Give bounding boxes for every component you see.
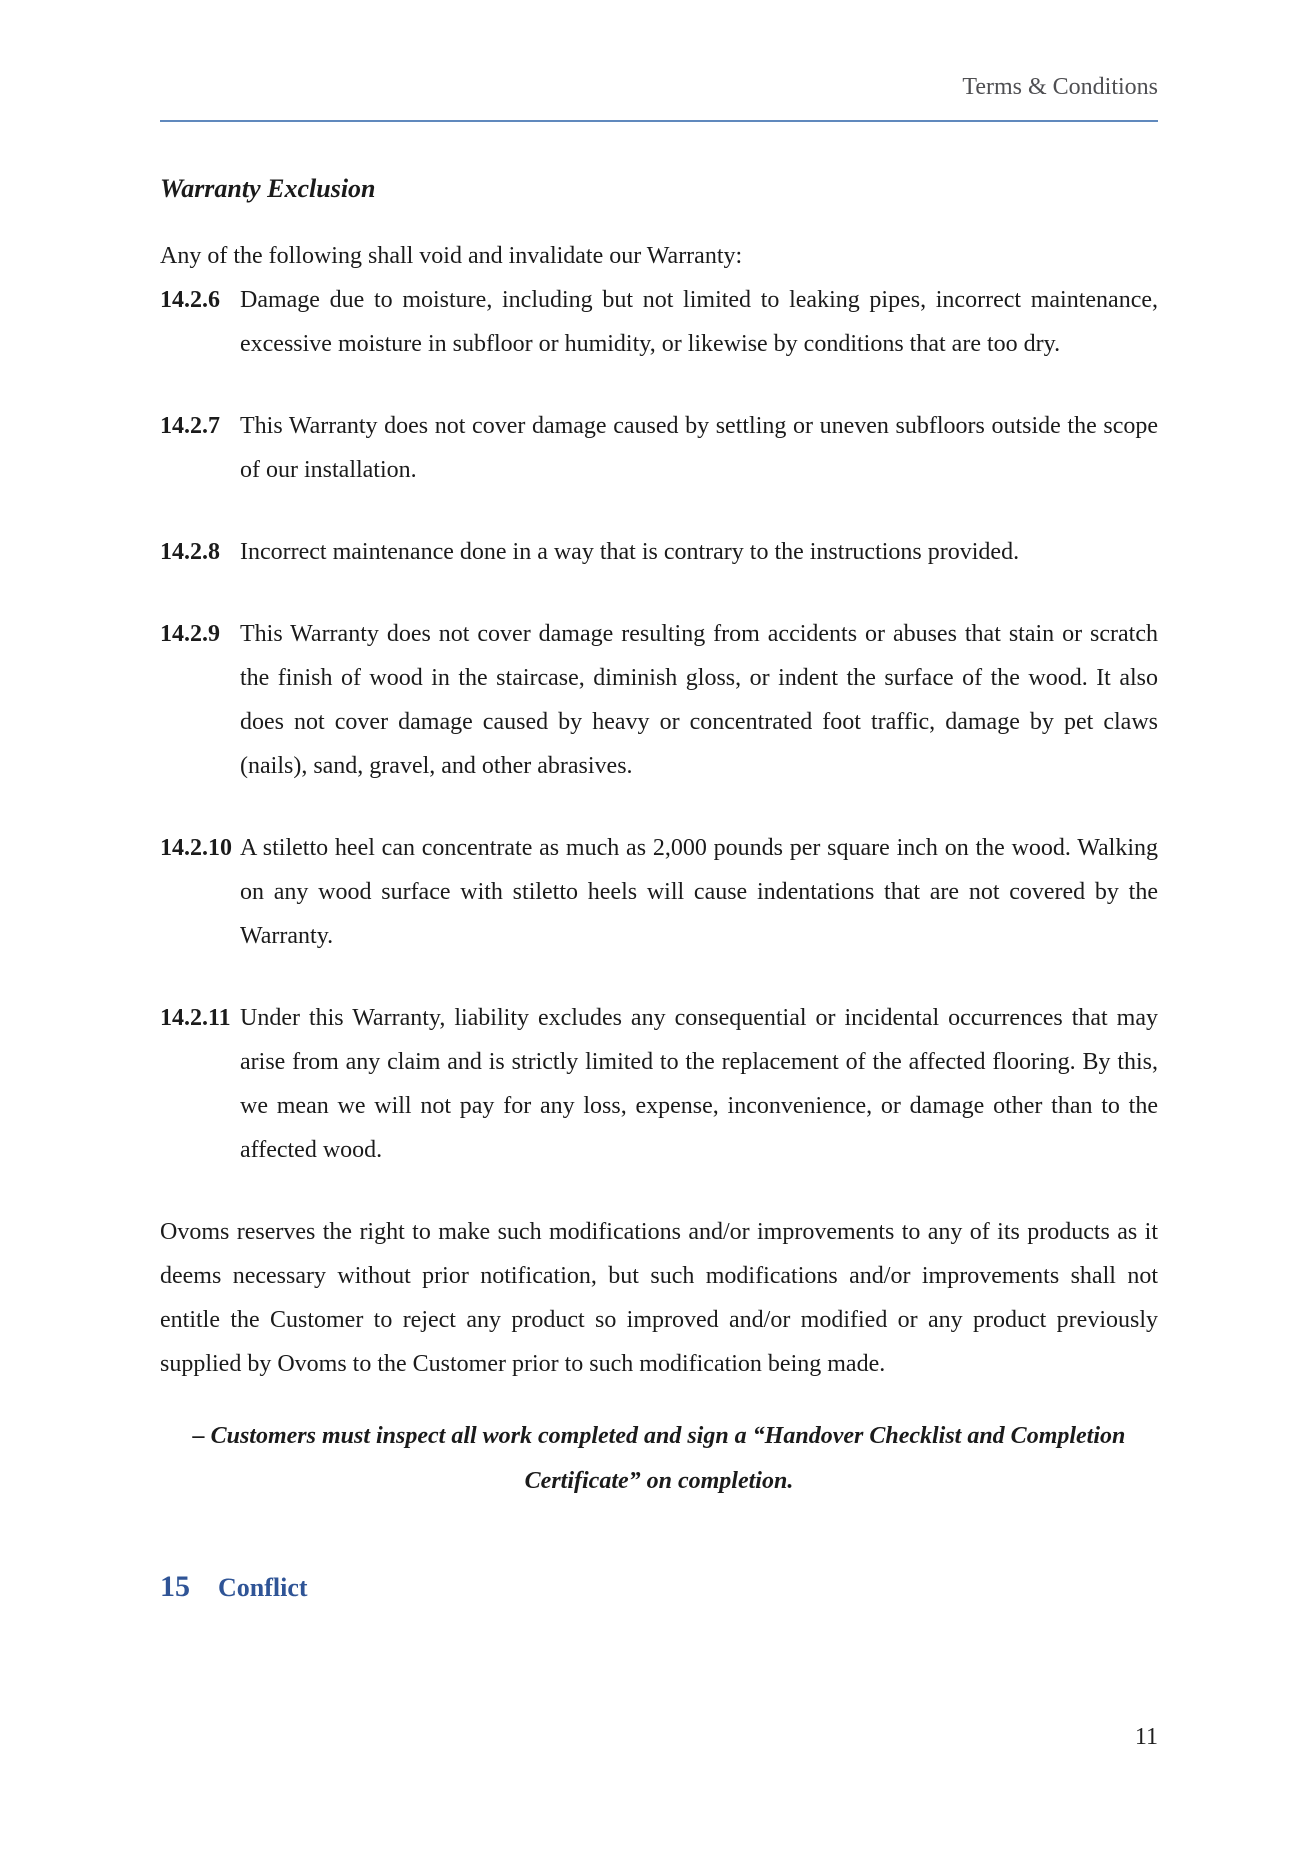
document-body bbox=[160, 172, 1158, 1608]
section-title: Conflict bbox=[218, 1573, 308, 1602]
header-divider-rule bbox=[160, 120, 1158, 122]
page-number: 11 bbox=[1134, 1724, 1158, 1750]
handover-note: – Customers must inspect all work completed and sign a “Handover Checklist and Completion Certificate” on completion. bbox=[192, 1423, 1126, 1494]
clause-item bbox=[160, 530, 1158, 574]
clause-item bbox=[160, 826, 1158, 958]
modifications-paragraph: Ovoms reserves the right to make such modifications and/or improvements to any of its products as it deems necessary without prior notification, but such modifications and/or improvements shall not entitle the Customer to reject any product so improved and/or modified or any product previously supplied by Ovoms to the Customer prior to such modification being made. bbox=[160, 1219, 1158, 1377]
clause-number: 14.2.9 bbox=[160, 621, 220, 647]
section-heading-warranty-exclusion: Warranty Exclusion bbox=[160, 174, 376, 203]
clause-text: Under this Warranty, liability excludes any consequential or incidental occurrences that may arise from any claim and is strictly limited to the replacement of the affected flooring. By this, we mean we will not pay for any loss, expense, inconvenience, or damage other than to the affected wood. bbox=[240, 1005, 1158, 1163]
clause-text: Incorrect maintenance done in a way that is contrary to the instructions provided. bbox=[240, 539, 1020, 565]
page-header-title: Terms & Conditions bbox=[962, 74, 1158, 100]
intro-paragraph: Any of the following shall void and invalidate our Warranty: bbox=[160, 243, 743, 269]
clause-number: 14.2.10 bbox=[160, 835, 232, 861]
clause-number: 14.2.7 bbox=[160, 413, 220, 439]
clause-number: 14.2.6 bbox=[160, 287, 220, 313]
section-number: 15 bbox=[160, 1570, 190, 1603]
clause-item bbox=[160, 404, 1158, 492]
clause-number: 14.2.11 bbox=[160, 1005, 231, 1031]
clause-text: This Warranty does not cover damage caused by settling or uneven subfloors outside the scope of our installation. bbox=[240, 413, 1158, 483]
clause-item bbox=[160, 278, 1158, 366]
section-heading-conflict bbox=[160, 1568, 1158, 1608]
clause-text: Damage due to moisture, including but not limited to leaking pipes, incorrect maintenance, excessive moisture in subfloor or humidity, or likewise by conditions that are too dry. bbox=[240, 287, 1158, 357]
clause-text: This Warranty does not cover damage resulting from accidents or abuses that stain or scratch the finish of wood in the staircase, diminish gloss, or indent the surface of the wood. It also does not cover damage caused by heavy or concentrated foot traffic, damage by pet claws (nails), sand, gravel, and other abrasives. bbox=[240, 621, 1158, 779]
clause-item bbox=[160, 612, 1158, 788]
clause-number: 14.2.8 bbox=[160, 539, 220, 565]
clause-item bbox=[160, 996, 1158, 1172]
clause-list bbox=[160, 278, 1158, 1172]
clause-text: A stiletto heel can concentrate as much as 2,000 pounds per square inch on the wood. Walking on any wood surface with stiletto heels will cause indentations that are not covered by the Warranty. bbox=[240, 835, 1158, 949]
